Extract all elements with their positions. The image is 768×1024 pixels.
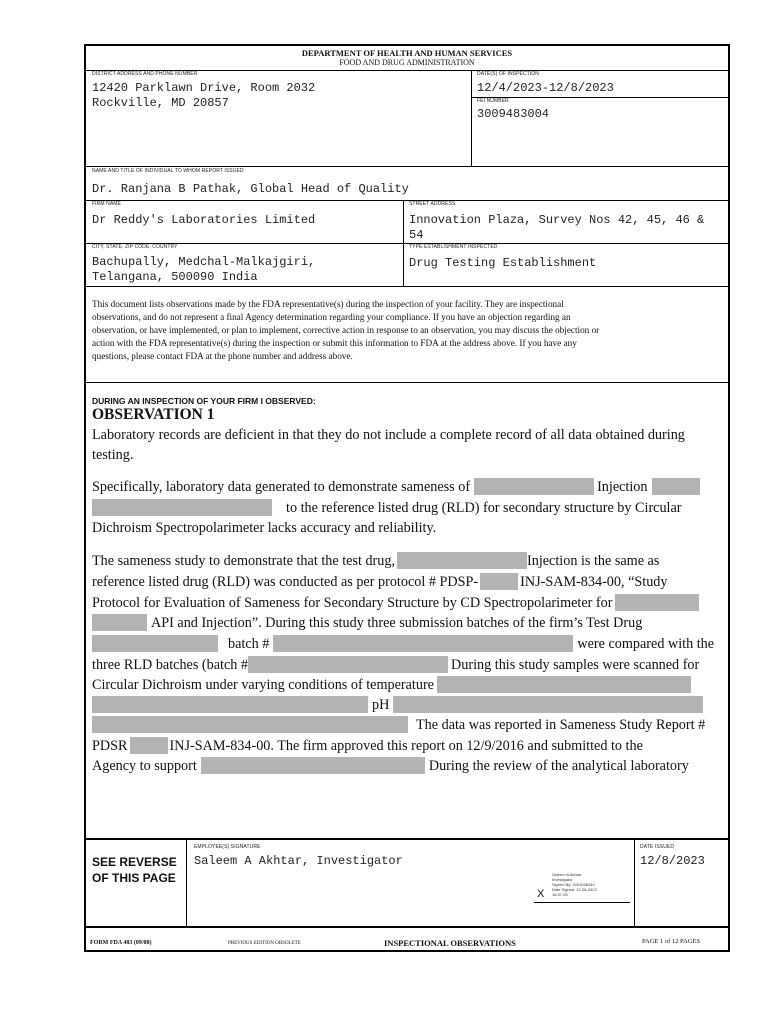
city-label: CITY, STATE, ZIP CODE, COUNTRY: [92, 244, 178, 250]
body-line: reference listed drug (RLD) was conducted as per protocol # PDSP- INJ-SAM-834-00, “Study: [92, 574, 668, 590]
notice-line: questions, please contact FDA at the phone number and address above.: [92, 351, 353, 361]
redaction: [92, 696, 368, 713]
previous-edition-note: PREVIOUS EDITION OBSOLETE: [228, 941, 301, 946]
street-line1: Innovation Plaza, Survey Nos 42, 45, 46 &: [409, 213, 705, 227]
redaction: [92, 614, 147, 631]
date-issued-label: DATE ISSUED: [640, 844, 675, 850]
fei-value: 3009483004: [477, 107, 550, 121]
agency-title: FOOD AND DRUG ADMINISTRATION: [339, 58, 475, 67]
page-number: PAGE 1 of 12 PAGES: [642, 938, 701, 945]
redaction: [437, 676, 691, 693]
redaction: [92, 716, 408, 733]
redaction: [92, 499, 272, 516]
redaction: [248, 656, 448, 673]
body-line: The data was reported in Sameness Study Report #: [92, 715, 722, 736]
body-line: Circular Dichroism under varying conditions of temperature: [92, 675, 722, 696]
firm-value: Dr Reddy's Laboratories Limited: [92, 213, 316, 227]
district-label: DISTRICT ADDRESS AND PHONE NUMBER: [92, 71, 198, 77]
redaction: [615, 594, 699, 611]
firm-label: FIRM NAME: [92, 201, 121, 207]
notice-line: action with the FDA representative(s) during the inspection or submit this information to FDA at the address above. If you have any: [92, 338, 577, 348]
redaction: [130, 737, 168, 754]
observation-intro: DURING AN INSPECTION OF YOUR FIRM I OBSERVED:: [92, 396, 316, 406]
body-line: Specifically, laboratory data generated to demonstrate sameness of Injection: [92, 477, 722, 498]
redaction: [393, 696, 703, 713]
body-line: Dichroism Spectropolarimeter lacks accuracy and reliability.: [92, 520, 437, 536]
signature-label: EMPLOYEE(S) SIGNATURE: [194, 844, 261, 850]
redaction: [201, 757, 425, 774]
notice-line: This document lists observations made by the FDA representative(s) during the inspection of your facility. They are inspectional: [92, 299, 564, 309]
redaction: [480, 573, 518, 590]
see-reverse-note: SEE REVERSE OF THIS PAGE: [92, 855, 177, 885]
inspection-dates-label: DATE(S) OF INSPECTION: [477, 71, 540, 77]
body-line: testing.: [92, 447, 134, 463]
body-line: Protocol for Evaluation of Sameness for Secondary Structure by CD Spectropolarimeter for: [92, 593, 722, 614]
fei-label: FEI NUMBER: [477, 98, 509, 104]
form-title: INSPECTIONAL OBSERVATIONS: [384, 938, 516, 948]
form-header: [86, 48, 728, 67]
individual-label: NAME AND TITLE OF INDIVIDUAL TO WHOM REPORT ISSUED: [92, 168, 244, 174]
establishment-label: TYPE ESTABLISHMENT INSPECTED: [409, 244, 498, 250]
notice-paragraph: [92, 298, 726, 363]
district-address-line2: Rockville, MD 20857: [92, 96, 229, 110]
inspection-dates-value: 12/4/2023-12/8/2023: [477, 81, 614, 95]
date-issued-value: 12/8/2023: [640, 854, 705, 868]
body-line: pH: [92, 695, 722, 716]
fda-483-form: DEPARTMENT OF HEALTH AND HUMAN SERVICES FOOD AND DRUG ADMINISTRATION DISTRICT ADDRESS AND PHONE NUMBER 12420 Parklawn Drive, Room 2032 Rockville, MD 20857 DATE(S) OF INSPECTION 12/4/2023-12/8/2023 FEI NUMBER 3009483004 NAME AND TITLE OF INDIVIDUAL TO WHOM REPORT ISSUED Dr. Ranjana B Pathak, Global Head of Quality FIRM NAME Dr Reddy's Laboratories Limited STREET ADDRESS Innovation Plaza, Survey Nos 42, 45, 46 & 54 CITY, STATE, ZIP CODE, COUNTRY Bachupally, Medchal-Malkajgiri, Telangana, 500090 India TYPE ESTABLISHMENT INSPECTED Drug Testing Establishment This document lists observations made by the FDA representative(s) during the inspection of your facility. They are inspectional observations, and do not represent a final Agency determination regarding your compliance. If you have an objection regarding an observation, or have implemented, or plan to implement, corrective action in response to an observation, you may discuss the objection or action with the FDA representative(s) during the inspection or submit this information to FDA at the address above. If you have any questions, please contact FDA at the phone number and address above. DURING AN INSPECTION OF YOUR FIRM I OBSERVED: OBSERVATION 1 Laboratory records are deficient in that they do not include a complete record of all data obtained during testing. Specifically, laboratory data generated to demonstrate sameness of Injection to the reference listed drug (RLD) for secondary structure by Circular Dichroism Spectropolarimeter lacks accuracy and reliability. The sameness study to demonstrate that the test drug, Injection is the same as reference listed drug (RLD) was conducted as per protocol # PDSP- INJ-SAM-834-00, “Study Protocol for Evaluation of Sameness for Secondary Structure by CD Spectropolarimeter for API and Injection”. During this study three submission batches of the firm’s Test Drug batch # were compared with the three RLD batches (batch # During this study samples were scanned for Circular Dichroism under varying conditions of temperature pH The data was reported in Sameness Study Report # PDSR INJ-SAM-834-00. The firm approved this report on 12/9/2016 and submitted to the Agency to support During the review of the analytical laboratory SEE REVERSE OF THIS PAGE EMPLOYEE(S) SIGNATURE Saleem A Akhtar, Investigator Saleem A Akhtar Investigator Signed By: 2001638440 Date Signed: 12-08-2023 16:37:28 X DATE ISSUED 12/8/2023 FORM FDA 483 (09/08) PREVIOUS EDITION OBSOLETE INSPECTIONAL OBSERVATIONS PAGE 1 of 12 PAGES: [84, 44, 730, 952]
body-line: API and Injection”. During this study three submission batches of the firm’s Test Drug: [92, 613, 722, 634]
redaction: [273, 635, 573, 652]
observation-title: OBSERVATION 1: [92, 406, 215, 423]
redaction: [397, 552, 527, 569]
department-title: DEPARTMENT OF HEALTH AND HUMAN SERVICES: [301, 48, 513, 58]
body-line: Laboratory records are deficient in that they do not include a complete record of all data obtained during: [92, 427, 685, 443]
body-line: to the reference listed drug (RLD) for secondary structure by Circular: [92, 498, 722, 519]
redaction: [92, 635, 218, 652]
body-line: Agency to support During the review of the analytical laboratory: [92, 758, 689, 774]
redaction: [474, 478, 594, 495]
district-address-line1: 12420 Parklawn Drive, Room 2032: [92, 81, 316, 95]
redaction: [652, 478, 700, 495]
street-label: STREET ADDRESS: [409, 201, 456, 207]
body-line: batch # were compared with the: [92, 634, 722, 655]
form-id: FORM FDA 483 (09/08): [90, 940, 152, 946]
signature-value: Saleem A Akhtar, Investigator: [194, 854, 403, 868]
notice-line: observation, or have implemented, or plan to implement, corrective action in response to an observation, you may discuss the objection or: [92, 325, 600, 335]
city-line2: Telangana, 500090 India: [92, 270, 258, 284]
street-line2: 54: [409, 228, 424, 242]
body-line: PDSR INJ-SAM-834-00. The firm approved this report on 12/9/2016 and submitted to the: [92, 738, 643, 754]
signature-x-mark: X: [537, 888, 545, 900]
body-line: three RLD batches (batch # During this study samples were scanned for: [92, 657, 700, 673]
notice-line: observations, and do not represent a final Agency determination regarding your compliance. If you have an objection regarding an: [92, 312, 571, 322]
establishment-value: Drug Testing Establishment: [409, 256, 597, 270]
individual-value: Dr. Ranjana B Pathak, Global Head of Quality: [92, 182, 409, 196]
body-line: The sameness study to demonstrate that the test drug, Injection is the same as: [92, 553, 660, 569]
city-line1: Bachupally, Medchal-Malkajgiri,: [92, 255, 316, 269]
